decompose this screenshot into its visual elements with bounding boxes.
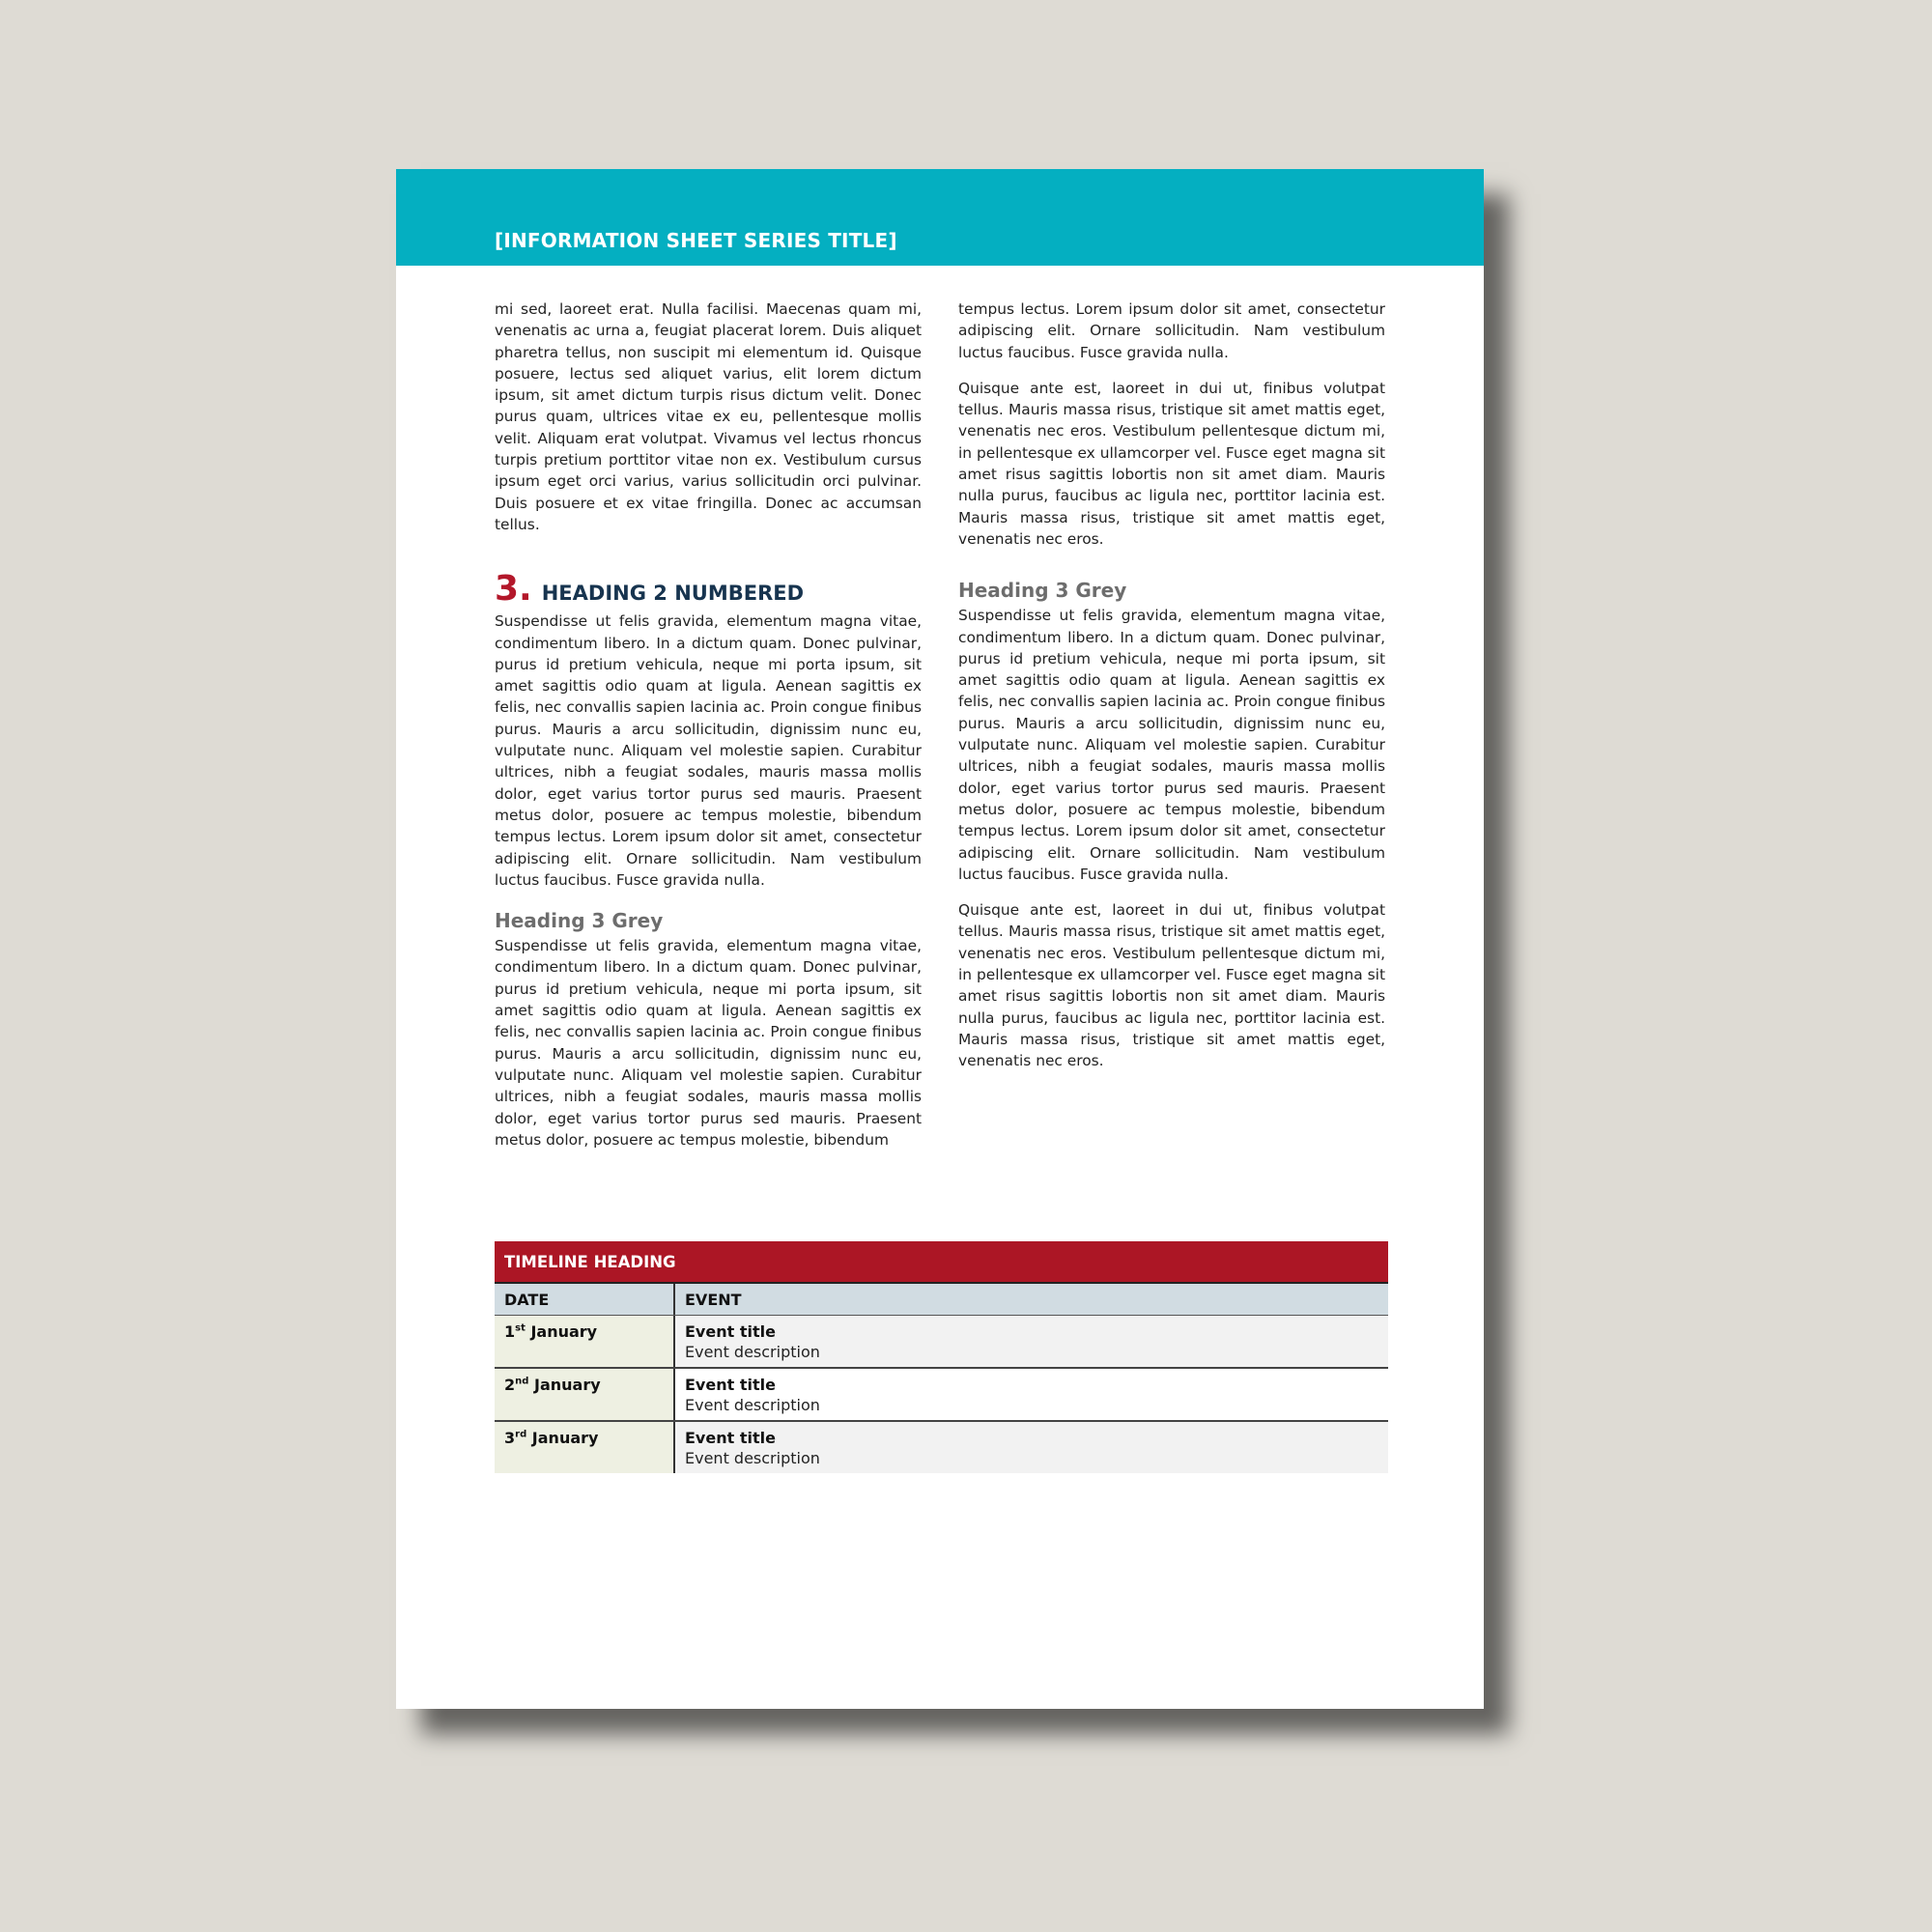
date-column-header: DATE	[495, 1284, 675, 1315]
series-title: [INFORMATION SHEET SERIES TITLE]	[495, 229, 897, 252]
paragraph: Quisque ante est, laoreet in dui ut, finibus volutpat tellus. Mauris massa risus, tristique sit amet mattis eget, venenatis nec eros. Vestibulum pellentesque dictum mi, in pellentesque ex ullamcorper vel. Fusce eget magna sit amet risus sagittis lobortis non sit amet diam. Mauris nulla purus, faucibus ac ligula nec, porttitor lacinia est. Mauris massa risus, tristique sit amet mattis eget, venenatis nec eros.	[958, 901, 1385, 1070]
date-month: January	[528, 1376, 601, 1394]
date-day: 1	[504, 1322, 516, 1341]
header-banner	[396, 169, 1484, 266]
event-title: Event title	[685, 1429, 776, 1447]
date-month: January	[525, 1322, 598, 1341]
date-day: 2	[504, 1376, 516, 1394]
heading-2-numbered	[495, 569, 922, 610]
timeline-table	[495, 1241, 1388, 1473]
date-month: January	[526, 1429, 599, 1447]
event-description: Event description	[685, 1343, 820, 1361]
continued-paragraph: tempus lectus. Lorem ipsum dolor sit amet, consectetur adipiscing elit. Ornare sollicitudin. Nam vestibulum luctus faucibus. Fusce gravida nulla.	[958, 300, 1385, 361]
intro-paragraph: mi sed, laoreet erat. Nulla facilisi. Maecenas quam mi, venenatis ac urna a, feugiat placerat lorem. Duis aliquet pharetra tellus, non suscipit mi elementum id. Quisque posuere, lectus sed aliquet varius, elit lorem dictum ipsum, sit amet dictum turpis risus dictum velit. Donec purus quam, ultrices vitae ex eu, pellentesque mollis velit. Aliquam erat volutpat. Vivamus vel lectus rhoncus turpis pretium porttitor vitae non ex. Vestibulum cursus ipsum eget orci varius, varius sollicitudin orci pulvinar. Duis posuere et ex vitae fringilla. Donec ac accumsan tellus.	[495, 300, 922, 533]
event-description: Event description	[685, 1396, 820, 1414]
date-cell	[495, 1316, 675, 1367]
section-paragraph: Suspendisse ut felis gravida, elementum magna vitae, condimentum libero. In a dictum quam. Donec pulvinar, purus id pretium vehicula, neque mi porta ipsum, sit amet sagittis odio quam at ligula. Aenean sagittis ex felis, nec convallis sapien lacinia ac. Proin congue finibus purus. Mauris a arcu sollicitudin, dignissim nunc eu, vulputate nunc. Aliquam vel molestie sapien. Curabitur ultrices, nibh a feugiat sodales, mauris massa mollis dolor, eget varius tortor purus sed mauris. Praesent metus dolor, posuere ac tempus molestie, bibendum tempus lectus. Lorem ipsum dolor sit amet, consectetur adipiscing elit. Ornare sollicitudin. Nam vestibulum luctus faucibus. Fusce gravida nulla.	[495, 612, 922, 889]
timeline-column-headers	[495, 1284, 1388, 1316]
heading-3-grey: Heading 3 Grey	[495, 909, 664, 933]
event-title: Event title	[685, 1376, 776, 1394]
heading-number: 3.	[495, 569, 532, 610]
event-column-header: EVENT	[685, 1290, 742, 1309]
table-row	[495, 1369, 1388, 1422]
right-column	[958, 298, 1385, 1072]
event-title: Event title	[685, 1322, 776, 1341]
heading-3-grey: Heading 3 Grey	[958, 579, 1127, 603]
event-description: Event description	[685, 1449, 820, 1467]
date-suffix: st	[515, 1322, 526, 1334]
date-suffix: rd	[515, 1429, 527, 1440]
date-cell	[495, 1422, 675, 1473]
event-cell	[675, 1422, 1388, 1473]
left-column	[495, 298, 922, 1151]
date-cell	[495, 1369, 675, 1420]
heading-2-text: HEADING 2 NUMBERED	[541, 582, 805, 606]
table-row	[495, 1422, 1388, 1473]
subsection-paragraph: Suspendisse ut felis gravida, elementum magna vitae, condimentum libero. In a dictum quam. Donec pulvinar, purus id pretium vehicula, neque mi porta ipsum, sit amet sagittis odio quam at ligula. Aenean sagittis ex felis, nec convallis sapien lacinia ac. Proin congue finibus purus. Mauris a arcu sollicitudin, dignissim nunc eu, vulputate nunc. Aliquam vel molestie sapien. Curabitur ultrices, nibh a feugiat sodales, mauris massa mollis dolor, eget varius tortor purus sed mauris. Praesent metus dolor, posuere ac tempus molestie, bibendum tempus lectus. Lorem ipsum dolor sit amet, consectetur adipiscing elit. Ornare sollicitudin. Nam vestibulum luctus faucibus. Fusce gravida nulla.	[958, 607, 1385, 883]
table-row	[495, 1316, 1388, 1369]
date-day: 3	[504, 1429, 516, 1447]
timeline-heading: TIMELINE HEADING	[495, 1241, 1388, 1284]
paragraph: Quisque ante est, laoreet in dui ut, finibus volutpat tellus. Mauris massa risus, tristique sit amet mattis eget, venenatis nec eros. Vestibulum pellentesque dictum mi, in pellentesque ex ullamcorper vel. Fusce eget magna sit amet risus sagittis lobortis non sit amet diam. Mauris nulla purus, faucibus ac ligula nec, porttitor lacinia est. Mauris massa risus, tristique sit amet mattis eget, venenatis nec eros.	[958, 379, 1385, 548]
subsection-paragraph: Suspendisse ut felis gravida, elementum magna vitae, condimentum libero. In a dictum quam. Donec pulvinar, purus id pretium vehicula, neque mi porta ipsum, sit amet sagittis odio quam at ligula. Aenean sagittis ex felis, nec convallis sapien lacinia ac. Proin congue finibus purus. Mauris a arcu sollicitudin, dignissim nunc eu, vulputate nunc. Aliquam vel molestie sapien. Curabitur ultrices, nibh a feugiat sodales, mauris massa mollis dolor, eget varius tortor purus sed mauris. Praesent metus dolor, posuere ac tempus molestie, bibendum	[495, 937, 922, 1149]
event-cell	[675, 1316, 1388, 1367]
date-suffix: nd	[515, 1376, 529, 1387]
event-cell	[675, 1369, 1388, 1420]
document-page	[396, 169, 1484, 1709]
